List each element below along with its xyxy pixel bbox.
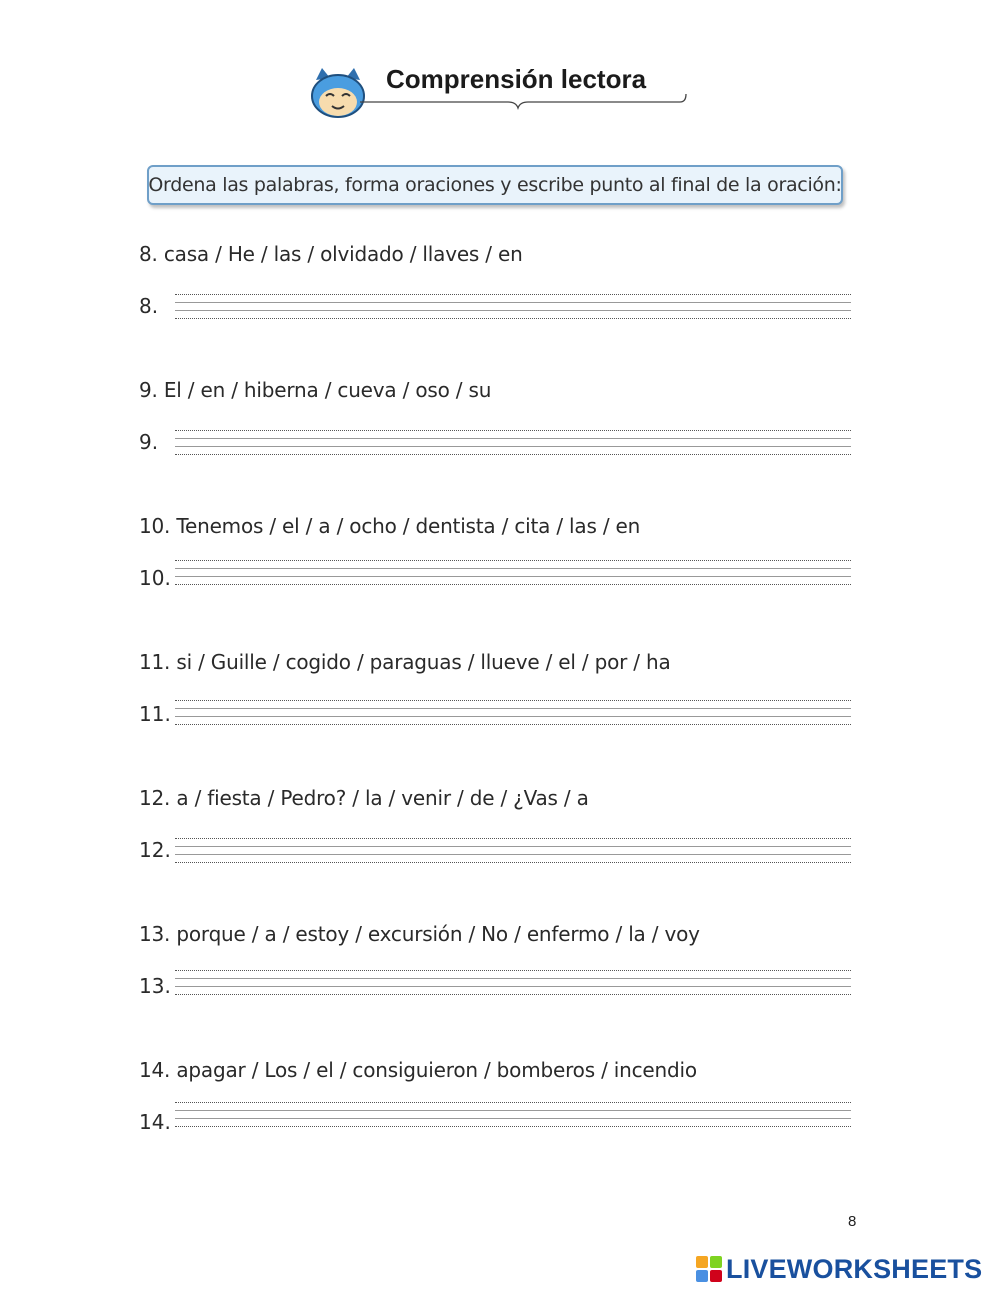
answer-lines[interactable] xyxy=(175,688,851,728)
answer-label: 9. xyxy=(139,430,159,454)
answer-label: 8. xyxy=(139,294,159,318)
exercise-14 xyxy=(139,1058,859,1168)
answer-label: 12. xyxy=(139,838,171,862)
exercise-8 xyxy=(139,242,859,352)
exercise-11 xyxy=(139,650,859,760)
page-title: Comprensión lectora xyxy=(386,64,647,94)
exercise-9 xyxy=(139,378,859,488)
exercise-prompt: 11. si / Guille / cogido / paraguas / llueve / el / por / ha xyxy=(139,650,671,674)
instruction-box xyxy=(147,165,843,205)
exercise-prompt: 8. casa / He / las / olvidado / llaves / en xyxy=(139,242,523,266)
exercise-prompt: 9. El / en / hiberna / cueva / oso / su xyxy=(139,378,492,402)
page-number: 8 xyxy=(848,1213,857,1230)
exercise-13 xyxy=(139,922,859,1032)
answer-lines[interactable] xyxy=(175,960,851,1000)
liveworksheets-logo-icon xyxy=(696,1256,722,1282)
exercise-prompt: 13. porque / a / estoy / excursión / No / enfermo / la / voy xyxy=(139,922,700,946)
page-header xyxy=(310,60,690,120)
brand-text: LIVEWORKSHEETS xyxy=(726,1253,983,1284)
exercise-10 xyxy=(139,514,859,624)
exercise-prompt: 12. a / fiesta / Pedro? / la / venir / de / ¿Vas / a xyxy=(139,786,589,810)
exercise-prompt: 14. apagar / Los / el / consiguieron / bomberos / incendio xyxy=(139,1058,697,1082)
answer-lines[interactable] xyxy=(175,280,851,320)
instruction-text: Ordena las palabras, forma oraciones y escribe punto al final de la oración: xyxy=(148,174,842,196)
answer-label: 10. xyxy=(139,566,171,590)
answer-label: 13. xyxy=(139,974,171,998)
answer-label: 11. xyxy=(139,702,171,726)
answer-lines[interactable] xyxy=(175,552,851,592)
answer-lines[interactable] xyxy=(175,416,851,456)
answer-lines[interactable] xyxy=(175,1096,851,1136)
liveworksheets-brand[interactable] xyxy=(696,1252,982,1286)
exercise-12 xyxy=(139,786,859,896)
title-underline xyxy=(358,90,688,112)
answer-label: 14. xyxy=(139,1110,171,1134)
exercise-prompt: 10. Tenemos / el / a / ocho / dentista / cita / las / en xyxy=(139,514,641,538)
answer-lines[interactable] xyxy=(175,824,851,864)
